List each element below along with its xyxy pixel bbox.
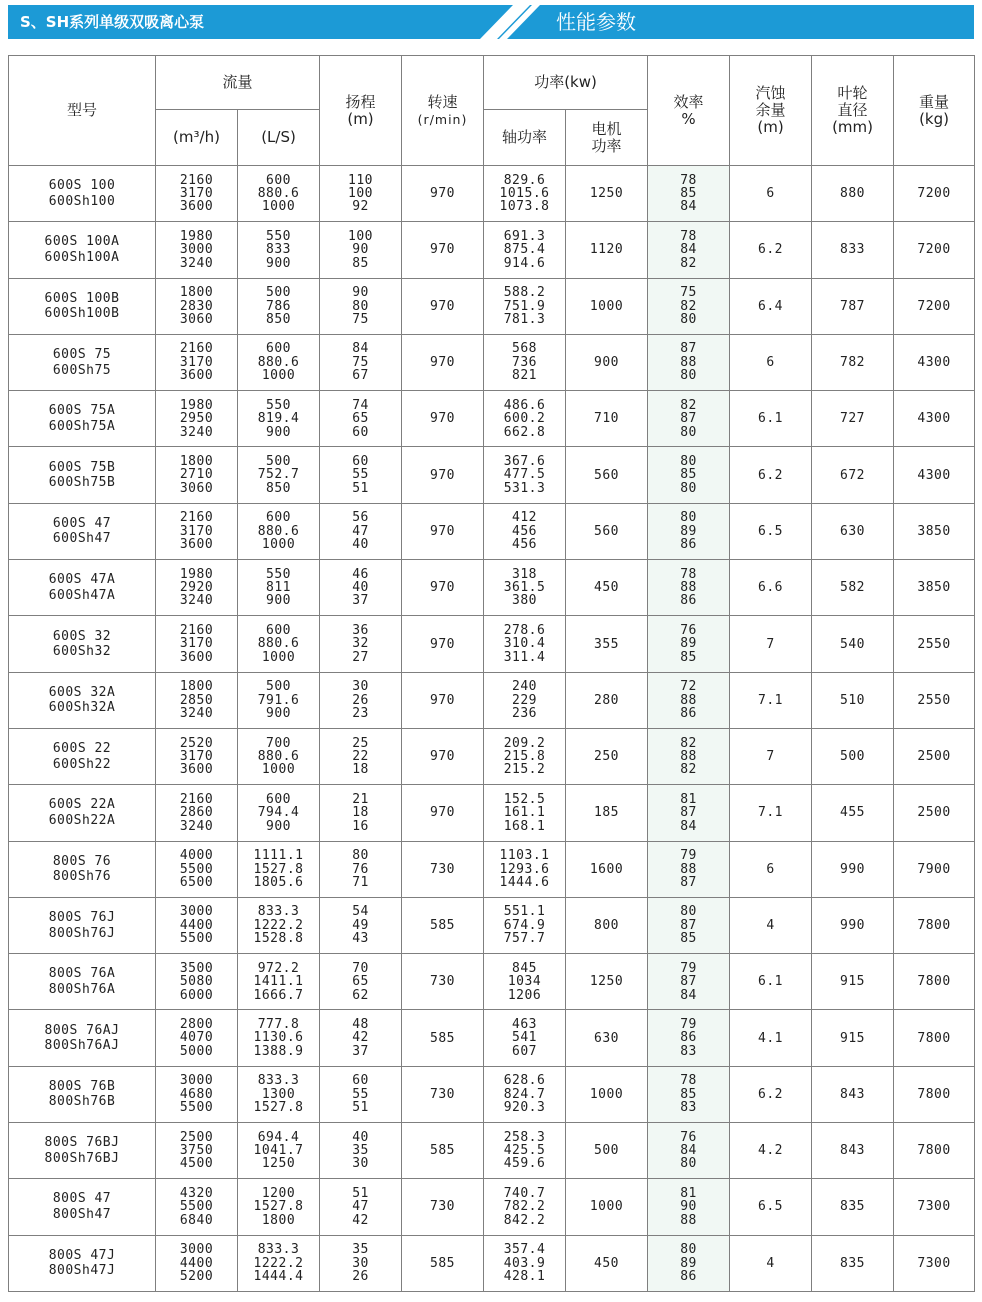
performance-table — [8, 55, 975, 1292]
flow-ls-cell: 500 752.7 850 — [238, 447, 320, 503]
motor-power-cell: 800 — [566, 897, 648, 953]
npsh-cell: 6 — [730, 166, 812, 222]
weight-cell: 7800 — [894, 954, 975, 1010]
table-row — [9, 1066, 975, 1122]
weight-cell: 7800 — [894, 897, 975, 953]
model-cell: 600S 75B 600Sh75B — [9, 447, 156, 503]
flow-ls-cell: 694.4 1041.7 1250 — [238, 1123, 320, 1179]
speed-cell: 730 — [402, 954, 484, 1010]
impeller-diameter-cell: 835 — [812, 1235, 894, 1291]
efficiency-cell: 80 87 85 — [648, 897, 730, 953]
shaft-power-cell: 1103.1 1293.6 1444.6 — [484, 841, 566, 897]
header-flow-m3h: (m³/h) — [156, 110, 238, 166]
speed-cell: 585 — [402, 897, 484, 953]
head-cell: 48 42 37 — [320, 1010, 402, 1066]
flow-ls-cell: 972.2 1411.1 1666.7 — [238, 954, 320, 1010]
motor-power-cell: 1250 — [566, 954, 648, 1010]
efficiency-cell: 75 82 80 — [648, 278, 730, 334]
head-cell: 30 26 23 — [320, 672, 402, 728]
header-speed-label: 转速 — [427, 92, 458, 111]
table-row — [9, 728, 975, 784]
speed-cell: 970 — [402, 503, 484, 559]
npsh-cell: 4.2 — [730, 1123, 812, 1179]
efficiency-cell: 80 89 86 — [648, 1235, 730, 1291]
motor-power-cell: 1000 — [566, 278, 648, 334]
flow-m3h-cell: 3500 5080 6000 — [156, 954, 238, 1010]
shaft-power-cell: 829.6 1015.6 1073.8 — [484, 166, 566, 222]
motor-power-cell: 900 — [566, 334, 648, 390]
shaft-power-cell: 588.2 751.9 781.3 — [484, 278, 566, 334]
impeller-diameter-cell: 915 — [812, 954, 894, 1010]
weight-cell: 7900 — [894, 841, 975, 897]
impeller-diameter-cell: 500 — [812, 728, 894, 784]
motor-power-cell: 185 — [566, 785, 648, 841]
npsh-cell: 6.5 — [730, 1179, 812, 1235]
npsh-cell: 6.5 — [730, 503, 812, 559]
impeller-diameter-cell: 835 — [812, 1179, 894, 1235]
speed-cell: 730 — [402, 841, 484, 897]
model-cell: 800S 76A 800Sh76A — [9, 954, 156, 1010]
model-cell: 800S 76 800Sh76 — [9, 841, 156, 897]
npsh-cell: 4 — [730, 897, 812, 953]
flow-ls-cell: 550 811 900 — [238, 560, 320, 616]
header-impeller-diameter: 叶轮 直径 (mm) — [812, 56, 894, 166]
impeller-diameter-cell: 880 — [812, 166, 894, 222]
table-row — [9, 166, 975, 222]
shaft-power-cell: 628.6 824.7 920.3 — [484, 1066, 566, 1122]
flow-ls-cell: 600 880.6 1000 — [238, 503, 320, 559]
head-cell: 60 55 51 — [320, 1066, 402, 1122]
model-cell: 600S 100 600Sh100 — [9, 166, 156, 222]
speed-cell: 970 — [402, 728, 484, 784]
head-cell: 25 22 18 — [320, 728, 402, 784]
impeller-diameter-cell: 833 — [812, 222, 894, 278]
head-cell: 80 76 71 — [320, 841, 402, 897]
header-shaft-power: 轴功率 — [484, 110, 566, 166]
impeller-diameter-cell: 455 — [812, 785, 894, 841]
model-cell: 600S 47A 600Sh47A — [9, 560, 156, 616]
impeller-diameter-cell: 630 — [812, 503, 894, 559]
speed-cell: 970 — [402, 334, 484, 390]
series-title: S、SH系列单级双吸离心泵 — [20, 13, 205, 31]
shaft-power-cell: 412 456 456 — [484, 503, 566, 559]
model-cell: 600S 75A 600Sh75A — [9, 391, 156, 447]
header-power: 功率(kw) — [484, 56, 648, 110]
weight-cell: 3850 — [894, 503, 975, 559]
header-flow: 流量 — [156, 56, 320, 110]
flow-m3h-cell: 2160 2860 3240 — [156, 785, 238, 841]
speed-cell: 970 — [402, 672, 484, 728]
table-row — [9, 672, 975, 728]
flow-m3h-cell: 2520 3170 3600 — [156, 728, 238, 784]
table-body — [9, 166, 975, 1292]
weight-cell: 4300 — [894, 334, 975, 390]
flow-ls-cell: 600 880.6 1000 — [238, 334, 320, 390]
speed-cell: 730 — [402, 1066, 484, 1122]
npsh-cell: 7 — [730, 728, 812, 784]
npsh-cell: 4.1 — [730, 1010, 812, 1066]
efficiency-cell: 72 88 86 — [648, 672, 730, 728]
motor-power-cell: 280 — [566, 672, 648, 728]
efficiency-cell: 78 85 83 — [648, 1066, 730, 1122]
impeller-diameter-cell: 727 — [812, 391, 894, 447]
weight-cell: 2500 — [894, 728, 975, 784]
flow-m3h-cell: 4320 5500 6840 — [156, 1179, 238, 1235]
npsh-cell: 6 — [730, 841, 812, 897]
speed-cell: 970 — [402, 560, 484, 616]
table-row — [9, 616, 975, 672]
table-row — [9, 560, 975, 616]
flow-m3h-cell: 3000 4680 5500 — [156, 1066, 238, 1122]
speed-cell: 585 — [402, 1010, 484, 1066]
speed-cell: 585 — [402, 1123, 484, 1179]
flow-ls-cell: 600 794.4 900 — [238, 785, 320, 841]
header-speed — [402, 56, 484, 166]
speed-cell: 970 — [402, 616, 484, 672]
shaft-power-cell: 568 736 821 — [484, 334, 566, 390]
flow-m3h-cell: 2800 4070 5000 — [156, 1010, 238, 1066]
flow-m3h-cell: 1800 2850 3240 — [156, 672, 238, 728]
head-cell: 35 30 26 — [320, 1235, 402, 1291]
flow-m3h-cell: 3000 4400 5500 — [156, 897, 238, 953]
efficiency-cell: 78 84 82 — [648, 222, 730, 278]
head-cell: 60 55 51 — [320, 447, 402, 503]
model-cell: 600S 75 600Sh75 — [9, 334, 156, 390]
flow-ls-cell: 777.8 1130.6 1388.9 — [238, 1010, 320, 1066]
efficiency-cell: 80 85 80 — [648, 447, 730, 503]
flow-m3h-cell: 2160 3170 3600 — [156, 166, 238, 222]
header-npsh: 汽蚀 余量 (m) — [730, 56, 812, 166]
shaft-power-cell: 845 1034 1206 — [484, 954, 566, 1010]
efficiency-cell: 80 89 86 — [648, 503, 730, 559]
section-title: 性能参数 — [556, 10, 636, 34]
table-row — [9, 1123, 975, 1179]
table-row — [9, 785, 975, 841]
efficiency-cell: 78 85 84 — [648, 166, 730, 222]
npsh-cell: 7.1 — [730, 672, 812, 728]
model-cell: 600S 32A 600Sh32A — [9, 672, 156, 728]
flow-ls-cell: 600 880.6 1000 — [238, 616, 320, 672]
weight-cell: 7200 — [894, 222, 975, 278]
head-cell: 51 47 42 — [320, 1179, 402, 1235]
flow-ls-cell: 550 819.4 900 — [238, 391, 320, 447]
head-cell: 36 32 27 — [320, 616, 402, 672]
header-flow-ls: (L/S) — [238, 110, 320, 166]
head-cell: 100 90 85 — [320, 222, 402, 278]
table-row — [9, 1010, 975, 1066]
motor-power-cell: 450 — [566, 560, 648, 616]
impeller-diameter-cell: 990 — [812, 897, 894, 953]
efficiency-cell: 87 88 80 — [648, 334, 730, 390]
table-row — [9, 447, 975, 503]
flow-ls-cell: 833.3 1222.2 1528.8 — [238, 897, 320, 953]
shaft-power-cell: 152.5 161.1 168.1 — [484, 785, 566, 841]
motor-power-cell: 1600 — [566, 841, 648, 897]
flow-m3h-cell: 1800 2710 3060 — [156, 447, 238, 503]
impeller-diameter-cell: 787 — [812, 278, 894, 334]
weight-cell: 7300 — [894, 1235, 975, 1291]
table-row — [9, 841, 975, 897]
header-efficiency: 效率 % — [648, 56, 730, 166]
flow-m3h-cell: 3000 4400 5200 — [156, 1235, 238, 1291]
flow-m3h-cell: 1980 2950 3240 — [156, 391, 238, 447]
efficiency-cell: 81 90 88 — [648, 1179, 730, 1235]
motor-power-cell: 560 — [566, 447, 648, 503]
weight-cell: 7800 — [894, 1010, 975, 1066]
motor-power-cell: 1000 — [566, 1179, 648, 1235]
motor-power-cell: 500 — [566, 1123, 648, 1179]
efficiency-cell: 76 84 80 — [648, 1123, 730, 1179]
table-row — [9, 278, 975, 334]
table-row — [9, 334, 975, 390]
impeller-diameter-cell: 843 — [812, 1066, 894, 1122]
shaft-power-cell: 463 541 607 — [484, 1010, 566, 1066]
weight-cell: 2500 — [894, 785, 975, 841]
flow-ls-cell: 600 880.6 1000 — [238, 166, 320, 222]
shaft-power-cell: 740.7 782.2 842.2 — [484, 1179, 566, 1235]
flow-ls-cell: 1200 1527.8 1800 — [238, 1179, 320, 1235]
head-cell: 110 100 92 — [320, 166, 402, 222]
npsh-cell: 4 — [730, 1235, 812, 1291]
head-cell: 56 47 40 — [320, 503, 402, 559]
efficiency-cell: 81 87 84 — [648, 785, 730, 841]
npsh-cell: 6 — [730, 334, 812, 390]
speed-cell: 970 — [402, 222, 484, 278]
weight-cell: 7300 — [894, 1179, 975, 1235]
flow-ls-cell: 500 786 850 — [238, 278, 320, 334]
efficiency-cell: 82 88 82 — [648, 728, 730, 784]
table-row — [9, 897, 975, 953]
speed-cell: 970 — [402, 785, 484, 841]
npsh-cell: 6.2 — [730, 1066, 812, 1122]
model-cell: 800S 76AJ 800Sh76AJ — [9, 1010, 156, 1066]
shaft-power-cell: 551.1 674.9 757.7 — [484, 897, 566, 953]
weight-cell: 4300 — [894, 447, 975, 503]
efficiency-cell: 79 86 83 — [648, 1010, 730, 1066]
header-speed-unit: (r/min) — [417, 111, 468, 127]
motor-power-cell: 450 — [566, 1235, 648, 1291]
head-cell: 54 49 43 — [320, 897, 402, 953]
head-cell: 74 65 60 — [320, 391, 402, 447]
npsh-cell: 6.1 — [730, 391, 812, 447]
shaft-power-cell: 367.6 477.5 531.3 — [484, 447, 566, 503]
model-cell: 800S 47J 800Sh47J — [9, 1235, 156, 1291]
head-cell: 70 65 62 — [320, 954, 402, 1010]
flow-m3h-cell: 1980 2920 3240 — [156, 560, 238, 616]
flow-ls-cell: 500 791.6 900 — [238, 672, 320, 728]
motor-power-cell: 630 — [566, 1010, 648, 1066]
head-cell: 46 40 37 — [320, 560, 402, 616]
impeller-diameter-cell: 540 — [812, 616, 894, 672]
flow-m3h-cell: 1800 2830 3060 — [156, 278, 238, 334]
weight-cell: 4300 — [894, 391, 975, 447]
flow-m3h-cell: 2160 3170 3600 — [156, 616, 238, 672]
efficiency-cell: 79 88 87 — [648, 841, 730, 897]
impeller-diameter-cell: 990 — [812, 841, 894, 897]
weight-cell: 7800 — [894, 1066, 975, 1122]
table-row — [9, 954, 975, 1010]
model-cell: 600S 22A 600Sh22A — [9, 785, 156, 841]
npsh-cell: 6.2 — [730, 447, 812, 503]
shaft-power-cell: 258.3 425.5 459.6 — [484, 1123, 566, 1179]
header-motor-power: 电机 功率 — [566, 110, 648, 166]
model-cell: 600S 32 600Sh32 — [9, 616, 156, 672]
motor-power-cell: 1000 — [566, 1066, 648, 1122]
motor-power-cell: 1250 — [566, 166, 648, 222]
npsh-cell: 6.4 — [730, 278, 812, 334]
speed-cell: 585 — [402, 1235, 484, 1291]
speed-cell: 970 — [402, 391, 484, 447]
speed-cell: 730 — [402, 1179, 484, 1235]
impeller-diameter-cell: 582 — [812, 560, 894, 616]
shaft-power-cell: 486.6 600.2 662.8 — [484, 391, 566, 447]
impeller-diameter-cell: 782 — [812, 334, 894, 390]
weight-cell: 2550 — [894, 672, 975, 728]
model-cell: 600S 22 600Sh22 — [9, 728, 156, 784]
header-head: 扬程 (m) — [320, 56, 402, 166]
impeller-diameter-cell: 510 — [812, 672, 894, 728]
impeller-diameter-cell: 672 — [812, 447, 894, 503]
flow-m3h-cell: 2160 3170 3600 — [156, 503, 238, 559]
flow-ls-cell: 700 880.6 1000 — [238, 728, 320, 784]
shaft-power-cell: 278.6 310.4 311.4 — [484, 616, 566, 672]
flow-ls-cell: 833.3 1222.2 1444.4 — [238, 1235, 320, 1291]
impeller-diameter-cell: 915 — [812, 1010, 894, 1066]
header-weight: 重量 (kg) — [894, 56, 975, 166]
speed-cell: 970 — [402, 166, 484, 222]
efficiency-cell: 82 87 80 — [648, 391, 730, 447]
efficiency-cell: 79 87 84 — [648, 954, 730, 1010]
table-row — [9, 1235, 975, 1291]
flow-m3h-cell: 2160 3170 3600 — [156, 334, 238, 390]
model-cell: 800S 76J 800Sh76J — [9, 897, 156, 953]
efficiency-cell: 76 89 85 — [648, 616, 730, 672]
motor-power-cell: 355 — [566, 616, 648, 672]
table-row — [9, 222, 975, 278]
npsh-cell: 6.6 — [730, 560, 812, 616]
motor-power-cell: 560 — [566, 503, 648, 559]
table-row — [9, 503, 975, 559]
head-cell: 21 18 16 — [320, 785, 402, 841]
head-cell: 40 35 30 — [320, 1123, 402, 1179]
npsh-cell: 6.1 — [730, 954, 812, 1010]
shaft-power-cell: 240 229 236 — [484, 672, 566, 728]
npsh-cell: 6.2 — [730, 222, 812, 278]
flow-ls-cell: 833.3 1300 1527.8 — [238, 1066, 320, 1122]
shaft-power-cell: 318 361.5 380 — [484, 560, 566, 616]
weight-cell: 7200 — [894, 166, 975, 222]
model-cell: 600S 100B 600Sh100B — [9, 278, 156, 334]
flow-m3h-cell: 2500 3750 4500 — [156, 1123, 238, 1179]
weight-cell: 7200 — [894, 278, 975, 334]
motor-power-cell: 250 — [566, 728, 648, 784]
model-cell: 800S 76BJ 800Sh76BJ — [9, 1123, 156, 1179]
shaft-power-cell: 209.2 215.8 215.2 — [484, 728, 566, 784]
model-cell: 800S 76B 800Sh76B — [9, 1066, 156, 1122]
npsh-cell: 7.1 — [730, 785, 812, 841]
flow-ls-cell: 550 833 900 — [238, 222, 320, 278]
table-row — [9, 1179, 975, 1235]
model-cell: 600S 100A 600Sh100A — [9, 222, 156, 278]
flow-m3h-cell: 4000 5500 6500 — [156, 841, 238, 897]
head-cell: 90 80 75 — [320, 278, 402, 334]
npsh-cell: 7 — [730, 616, 812, 672]
model-cell: 600S 47 600Sh47 — [9, 503, 156, 559]
weight-cell: 3850 — [894, 560, 975, 616]
header-banner — [8, 5, 974, 39]
model-cell: 800S 47 800Sh47 — [9, 1179, 156, 1235]
weight-cell: 2550 — [894, 616, 975, 672]
shaft-power-cell: 691.3 875.4 914.6 — [484, 222, 566, 278]
motor-power-cell: 1120 — [566, 222, 648, 278]
flow-m3h-cell: 1980 3000 3240 — [156, 222, 238, 278]
impeller-diameter-cell: 843 — [812, 1123, 894, 1179]
head-cell: 84 75 67 — [320, 334, 402, 390]
table-row — [9, 391, 975, 447]
motor-power-cell: 710 — [566, 391, 648, 447]
speed-cell: 970 — [402, 278, 484, 334]
efficiency-cell: 78 88 86 — [648, 560, 730, 616]
flow-ls-cell: 1111.1 1527.8 1805.6 — [238, 841, 320, 897]
header-model: 型号 — [9, 56, 156, 166]
speed-cell: 970 — [402, 447, 484, 503]
shaft-power-cell: 357.4 403.9 428.1 — [484, 1235, 566, 1291]
weight-cell: 7800 — [894, 1123, 975, 1179]
